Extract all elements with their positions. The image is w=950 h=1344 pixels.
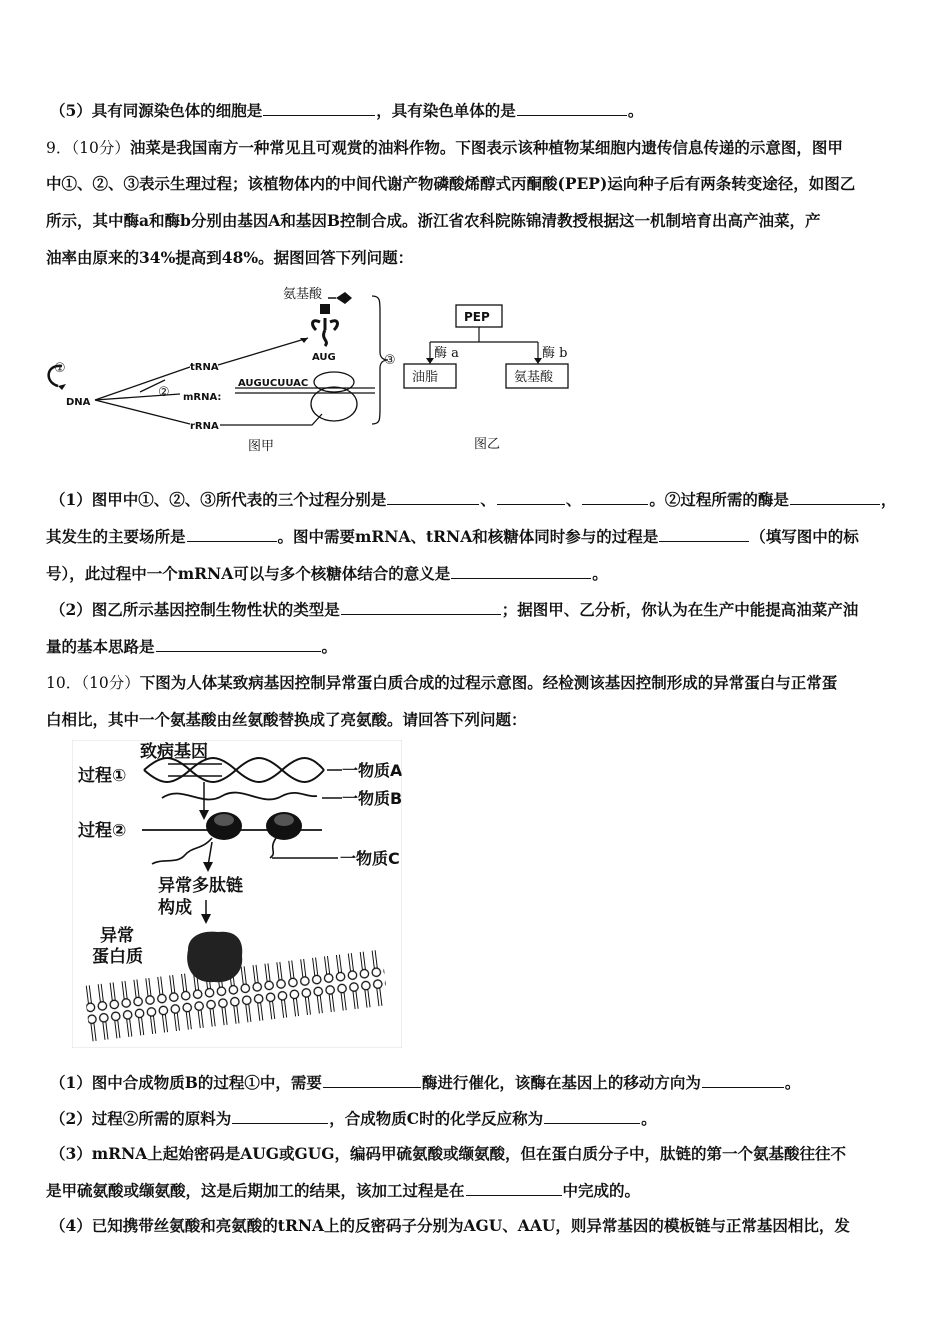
abnormal-peptide-label: 异常多肽链 (158, 876, 243, 896)
q9-stem-line-1: 9．（10分）油菜是我国南方一种常见且可观赏的油料作物。下图表示该种植物某细胞内遗传信息传递的示意图，图甲 (46, 138, 843, 157)
figure-q10 (72, 740, 402, 1048)
abnormal-protein-icon (187, 932, 242, 983)
trna-clover-icon (313, 318, 338, 346)
answer-blank[interactable] (544, 1108, 640, 1124)
q10-stem-line-1: 10．（10分）下图为人体某致病基因控制异常蛋白质合成的过程示意图。经检测该基因控制形成的异常蛋白与正常蛋 (46, 673, 838, 692)
figure-yi-caption: 图乙 (474, 437, 501, 452)
figure-jia (40, 282, 400, 457)
substance-b-label: 一物质B (342, 789, 402, 808)
process-1-label: ① (54, 361, 66, 376)
pep-label: PEP (464, 310, 490, 324)
q9-1-line-2: 其发生的主要场所是 。图中需要mRNA、tRNA和核糖体同时参与的过程是 （填写图中的标 (46, 527, 859, 546)
answer-blank[interactable] (323, 1072, 421, 1088)
amino-acid-square-icon (320, 304, 330, 314)
answer-blank[interactable] (702, 1072, 784, 1088)
answer-blank[interactable] (156, 636, 321, 652)
disease-gene-label: 致病基因 (140, 742, 208, 762)
dna-label: DNA (66, 397, 91, 408)
codon-label: AUG (312, 352, 336, 363)
answer-blank[interactable] (497, 489, 565, 505)
answer-blank[interactable] (341, 599, 501, 615)
q10-2-line: （2）过程②所需的原料为 ，合成物质C时的化学反应称为 。 (50, 1109, 657, 1128)
answer-blank[interactable] (790, 489, 880, 505)
answer-blank[interactable] (659, 526, 749, 542)
answer-blank[interactable] (582, 489, 648, 505)
figure-yi (400, 300, 590, 460)
answer-blank[interactable] (517, 100, 627, 116)
answer-blank[interactable] (466, 1180, 562, 1196)
amino-acid-box-label: 氨基酸 (514, 370, 554, 385)
enzyme-b-label: 酶 b (542, 346, 568, 361)
answer-blank[interactable] (187, 526, 277, 542)
q8-5-line: （5）具有同源染色体的细胞是 ，具有染色单体的是 。 (50, 101, 644, 120)
amino-acid-label: 氨基酸 (283, 287, 323, 302)
process-2-label: ② (158, 385, 170, 400)
process-2-label: 过程② (78, 821, 127, 841)
q9-stem-line-4: 油率由原来的34%提高到48%。据图回答下列问题： (46, 248, 414, 267)
process-1-label: 过程① (78, 766, 127, 786)
mrna-label: mRNA: (183, 392, 222, 403)
peptide-chain-icon (270, 838, 276, 858)
abnormal-protein-label-2: 蛋白质 (92, 947, 143, 967)
answer-blank[interactable] (387, 489, 479, 505)
answer-blank[interactable] (451, 563, 591, 579)
constitute-label: 构成 (158, 898, 192, 918)
ribosome-small-subunit-icon (314, 372, 354, 392)
q9-2-line-1: （2）图乙所示基因控制生物性状的类型是 ；据图甲、乙分析，你认为在生产中能提高油菜产油 (50, 600, 859, 619)
q10-stem-line-2: 白相比，其中一个氨基酸由丝氨酸替换成了亮氨酸。请回答下列问题： (46, 710, 527, 729)
q9-stem-line-3: 所示，其中酶a和酶b分别由基因A和基因B控制合成。浙江省农科院陈锦清教授根据这一机制培育出高产油菜，产 (46, 211, 821, 230)
answer-blank[interactable] (263, 100, 375, 116)
q10-3-line-2: 是甲硫氨酸或缬氨酸，这是后期加工的结果，该加工过程是在 中完成的。 (46, 1181, 641, 1200)
process-3-label: ③ (384, 353, 396, 368)
rrna-label: rRNA (190, 421, 219, 432)
q10-3-line-1: （3）mRNA上起始密码是AUG或GUG，编码甲硫氨酸或缬氨酸，但在蛋白质分子中，肽链的第一个氨基酸往往不 (50, 1144, 847, 1163)
substance-c-label: 一物质C (340, 849, 400, 868)
fat-label: 油脂 (412, 370, 439, 385)
substance-a-label: 一物质A (342, 761, 402, 780)
figure-jia-caption: 图甲 (248, 439, 275, 454)
q10-4-line-1: （4）已知携带丝氨酸和亮氨酸的tRNA上的反密码子分别为AGU、AAU，则异常基因的模板链与正常基因相比，发 (50, 1216, 850, 1235)
answer-blank[interactable] (232, 1108, 328, 1124)
q9-1-line-3: 号），此过程中一个mRNA可以与多个核糖体结合的意义是 。 (46, 564, 608, 583)
mrna-icon (162, 793, 317, 800)
abnormal-protein-label-1: 异常 (100, 926, 134, 946)
amino-acid-icon (336, 292, 352, 304)
trna-label: tRNA (190, 362, 219, 373)
mrna-sequence: AUGUCUUAC (238, 378, 309, 389)
q10-1-line: （1）图中合成物质B的过程①中，需要 酶进行催化，该酶在基因上的移动方向为 。 (50, 1073, 801, 1092)
q9-2-line-2: 量的基本思路是 。 (46, 637, 338, 656)
q9-1-line-1: （1）图甲中①、②、③所代表的三个过程分别是 、 、 。②过程所需的酶是 ， (50, 490, 897, 509)
enzyme-a-label: 酶 a (434, 346, 459, 361)
peptide-chain-icon (152, 838, 212, 864)
q9-stem-line-2: 中①、②、③表示生理过程；该植物体内的中间代谢产物磷酸烯醇式丙酮酸(PEP)运向种子后有两条转变途径，如图乙 (46, 174, 856, 193)
